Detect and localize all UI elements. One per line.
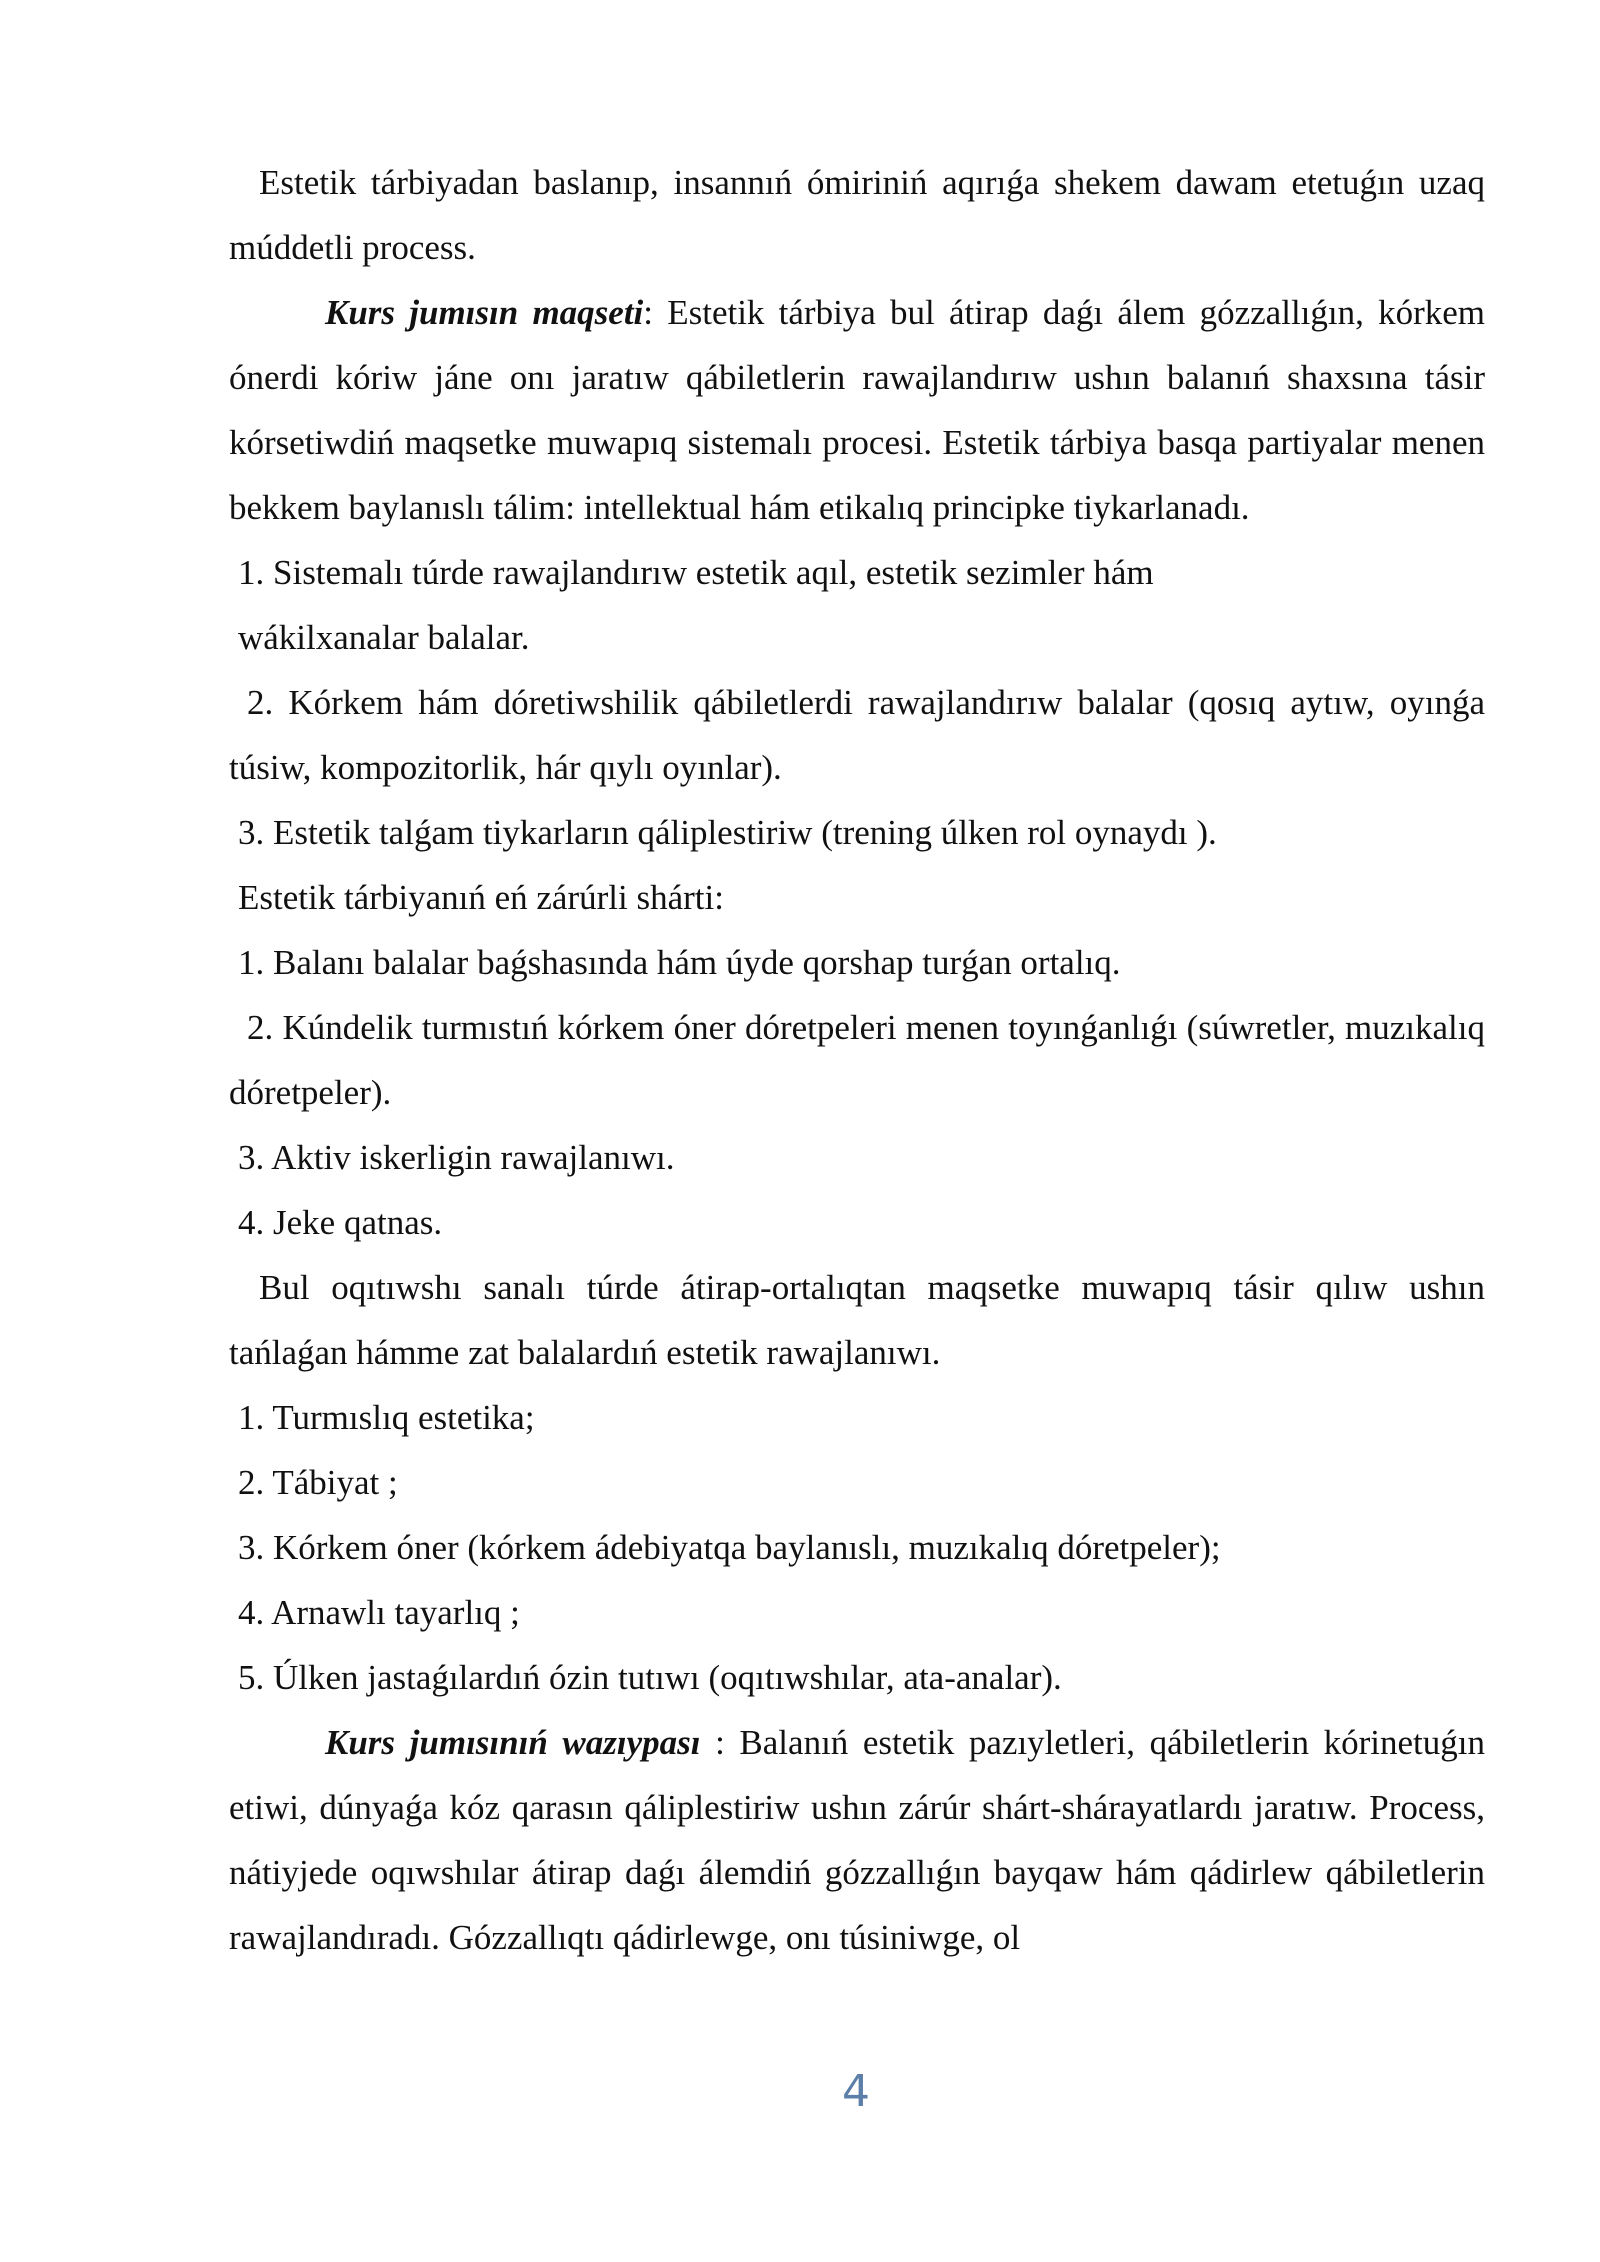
goal-paragraph [229,280,1485,540]
list-item: 1. Sistemalı túrde rawajlandırıw estetik aqıl, estetik sezimler hám [238,553,1154,592]
conditions-intro: Estetik tárbiyanıń eń zárúrli shárti: [238,878,724,917]
list-item: 1. Turmıslıq estetika; [238,1398,535,1437]
list-item: 4. Arnawlı tayarlıq ; [238,1593,520,1632]
list-item: 2. Tábiyat ; [238,1463,398,1502]
list-item: 3. Kórkem óner (kórkem ádebiyatqa baylanıslı, muzıkalıq dóretpeler); [238,1528,1221,1567]
bul-paragraph: Bul oqıtıwshı sanalı túrde átirap-ortalıqtan maqsetke muwapıq tásir qılıw ushın tańlaǵan hámme zat balalardıń estetik rawajlanıwı. [229,1268,1485,1372]
list-item: 3. Aktiv iskerligin rawajlanıwı. [238,1138,675,1177]
list-item: 4. Jeke qatnas. [238,1203,443,1242]
task-text: : Balanıń estetik pazıyletleri, qábiletlerin kórinetuǵın etiwi, dúnyaǵa kóz qarasın qáliplestiriw ushın zárúr shárt-shárayatlardı jaratıw. Process, nátiyjede oqıwshılar átirap daǵı álemdiń gózzallıǵın bayqaw hám qádirlew qábiletlerin rawajlandıradı. Gózzallıqtı qádirlewge, onı túsiniwge, ol [229,1723,1485,1957]
list-item: 2. Kúndelik turmıstıń kórkem óner dóretpeleri menen toyınǵanlıǵı (súwretler, muzıkalıq dóretpeler). [229,1008,1485,1112]
page-number: 4 [842,2066,870,2117]
intro-paragraph: Estetik tárbiyadan baslanıp, insannıń ómiriniń aqırıǵa shekem dawam etetuǵın uzaq múddetli process. [229,163,1485,267]
list-item: 3. Estetik talǵam tiykarların qáliplestiriw (trening úlken rol oynaydı ). [238,813,1217,852]
task-paragraph [229,1710,1485,1970]
list-item-continuation: wákilxanalar balalar. [238,618,530,657]
list-item: 1. Balanı balalar baǵshasında hám úyde qorshap turǵan ortalıq. [238,943,1121,982]
list-item: 5. Úlken jastaǵılardıń ózin tutıwı (oqıtıwshılar, ata-analar). [238,1658,1062,1697]
task-heading: Kurs jumısınıń wazıypası [325,1723,701,1762]
page-body [229,150,1485,1970]
list-item: 2. Kórkem hám dóretiwshilik qábiletlerdi rawajlandırıw balalar (qosıq aytıw, oyınǵa túsiw, kompozitorlik, hár qıylı oyınlar). [229,683,1485,787]
goal-text: : Estetik tárbiya bul átirap daǵı álem gózzallıǵın, kórkem ónerdi kóriw jáne onı jaratıw qábiletlerin rawajlandırıw ushın balanıń shaxsına tásir kórsetiwdiń maqsetke muwapıq sistemalı procesi. Estetik tárbiya basqa partiyalar menen bekkem baylanıslı tálim: intellektual hám etikalıq principke tiykarlanadı. [229,293,1485,527]
goal-heading: Kurs jumısın maqseti [325,293,644,332]
